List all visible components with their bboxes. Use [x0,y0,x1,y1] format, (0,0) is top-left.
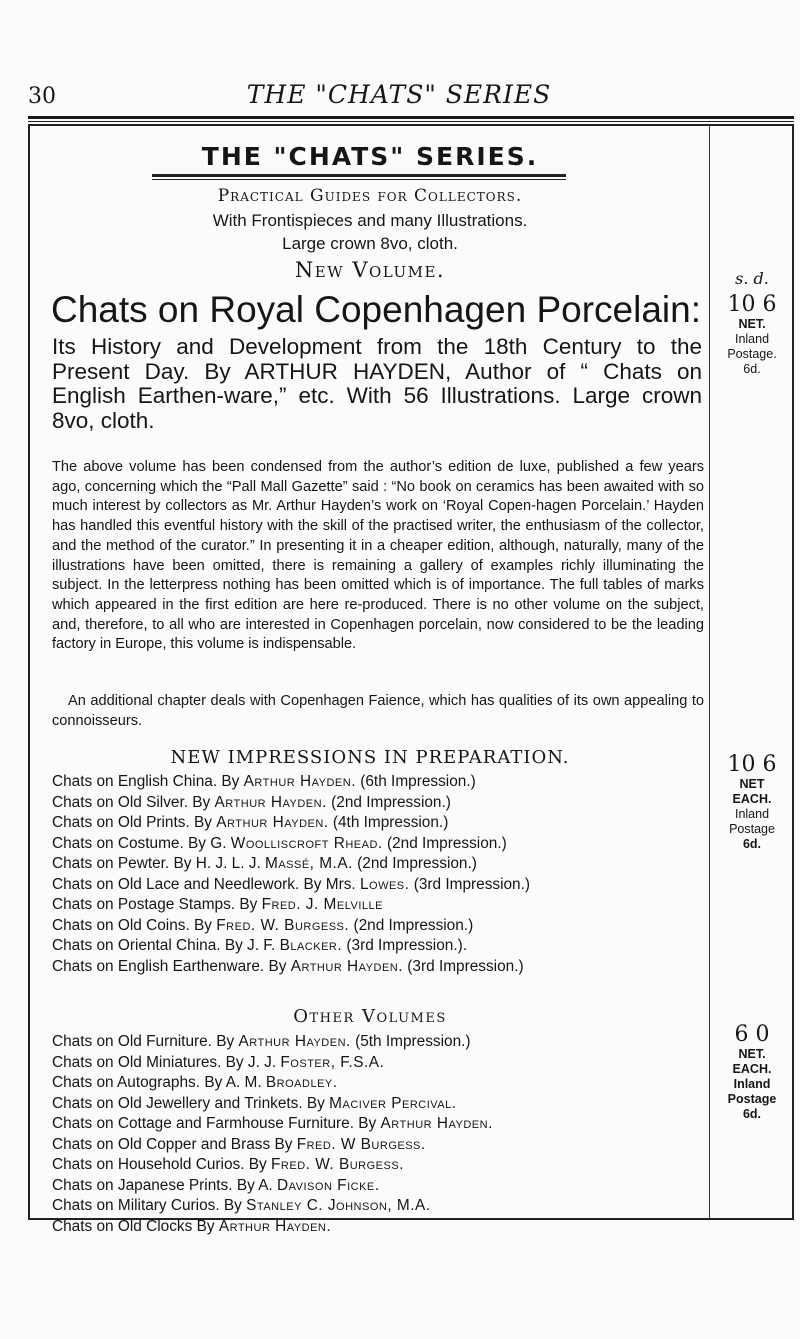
book-author: Fred. J. Melville [261,896,383,913]
book-author: Massé, M.A. [265,855,353,872]
feature-price-amount: 10 6 [727,292,777,317]
book-title: Chats on English Earthenware. [52,957,265,975]
book-list-item [52,1053,707,1074]
book-by: By [306,1094,325,1112]
impressions-price-postage-amount: 6d. [742,837,762,851]
book-author: Broadley. [265,1074,338,1091]
book-by: By [194,814,212,831]
page-number: 30 [28,84,56,109]
other-price-each: EACH. [732,1062,772,1076]
book-title: Chats on English China. [52,773,218,790]
book-impression-note: (2nd Impression.) [331,793,451,811]
book-list-item [52,1114,707,1135]
book-author: Davison Ficke. [277,1176,380,1194]
book-title: Chats on Costume. [52,834,184,852]
running-title: THE "CHATS" SERIES [246,80,552,109]
book-title: Chats on Household Curios. [52,1156,245,1173]
book-list-item [52,1196,707,1217]
price-column [710,126,794,1218]
book-author: Stanley C. Johnson, M.A. [246,1197,431,1214]
book-by: By J. J. [225,1053,277,1071]
book-list-item [52,1135,707,1156]
series-subtitle: Practical Guides for Collectors. [217,186,523,206]
feature-price-net: NET. [738,317,766,331]
book-by: By [216,1033,235,1050]
book-author: Arthur Hayden. [216,814,329,831]
book-by: By A. [236,1176,273,1194]
book-title: Chats on Cottage and Farmhouse Furniture. [52,1115,354,1132]
book-list-item [52,957,707,978]
series-title: THE "CHATS" SERIES. [201,142,539,171]
impressions-price-postage-label: Inland Postage [729,807,775,836]
book-impression-note: (3rd Impression.) [413,875,531,893]
book-impression-note: (3rd Impression.). [346,937,467,954]
book-list-item [52,793,707,814]
book-title: Chats on Autographs. [52,1074,201,1091]
book-by: By [196,1217,215,1235]
book-title: Chats on Old Prints. [52,814,190,831]
book-list-item [52,772,707,793]
book-impression-note: (5th Impression.) [355,1033,471,1050]
book-impression-note: (3rd Impression.) [407,957,524,975]
impressions-book-list [52,772,707,977]
book-author: Arthur Hayden. [290,957,404,975]
book-title: Chats on Old Furniture. [52,1033,212,1050]
book-author: Arthur Hayden. [218,1217,332,1235]
series-subtitle-2: With Frontispieces and many Illustrations. [212,211,528,230]
book-impression-note: (4th Impression.) [332,814,449,831]
book-title: Chats on Pewter. [52,855,170,872]
book-by: By [358,1115,377,1132]
book-by: By A. M. [204,1074,262,1091]
book-title: Chats on Old Jewellery and Trinkets. [52,1094,303,1112]
book-title: Chats on Old Silver. [52,793,189,811]
feature-paragraph-2: An additional chapter deals with Copenhagen Faience, which has qualities of its own appealing to connoisseurs. [52,693,704,729]
book-title: Chats on Oriental China. [52,937,221,954]
feature-price [710,292,794,377]
book-by: By [248,1156,267,1173]
book-by: By [192,793,211,811]
book-author: Arthur Hayden. [238,1033,351,1050]
other-volumes-heading: Other Volumes [293,1006,447,1027]
title-underline-thick [152,174,566,177]
book-by: By [223,1197,242,1214]
impressions-heading: NEW IMPRESSIONS IN PREPARATION. [170,747,570,768]
advertisement-frame [28,124,794,1235]
impressions-price-amount: 10 6 [727,752,777,777]
other-price-postage-amount: 6d. [742,1107,762,1121]
book-by: By [268,957,287,975]
feature-book-description: Its History and Development from the 18th Century to the Present Day. By ARTHUR HAYDEN, Author of “ Chats on English Earthen-ware,” etc. With 56 Illustrations. Large crown 8vo, cloth. [52,334,702,433]
book-impression-note: (6th Impression.) [360,773,476,790]
book-list-item [52,1217,707,1238]
new-volume-label: New Volume. [294,258,446,282]
book-title: Chats on Old Lace and Needlework. [52,875,300,893]
other-volumes-book-list [52,1032,707,1237]
book-by: By H. J. L. J. [173,855,261,872]
book-author: Fred. W Burgess. [296,1135,426,1153]
other-price-postage-label: Inland Postage [727,1077,777,1106]
book-list-item [52,1155,707,1176]
format-line: Large crown 8vo, cloth. [282,234,458,253]
book-by: By [194,916,212,934]
other-price-amount: 6 0 [734,1022,770,1047]
book-list-item [52,1073,707,1094]
book-list-item [52,1176,707,1197]
book-by: By G. [188,834,227,852]
book-author: Fred. W. Burgess. [216,916,350,934]
book-list-item [52,1094,707,1115]
book-author: Fred. W. Burgess. [271,1156,404,1173]
currency-header: s. d. [735,269,769,288]
main-column [30,126,710,1235]
book-by: By [221,773,240,790]
book-list-item [52,834,707,855]
other-price-net: NET. [738,1047,766,1061]
impressions-price [710,752,794,852]
book-list-item [52,895,707,916]
book-title: Chats on Postage Stamps. [52,896,236,913]
impressions-price-each: EACH. [732,792,772,806]
book-author: Arthur Hayden. [214,793,327,811]
book-author: Foster, F.S.A. [280,1053,385,1071]
header-rule-thin [28,121,794,122]
book-author: Lowes. [359,875,410,893]
book-by: By [239,896,258,913]
book-list-item [52,1032,707,1053]
book-list-item [52,854,707,875]
book-impression-note: (2nd Impression.) [353,916,474,934]
book-title: Chats on Old Miniatures. [52,1053,222,1071]
book-author: Maciver Percival. [329,1094,457,1112]
book-author: Blacker. [279,937,343,954]
book-author: Arthur Hayden. [380,1115,493,1132]
book-list-item [52,813,707,834]
other-volumes-price [710,1022,794,1122]
book-list-item [52,936,707,957]
page-header [28,70,770,110]
feature-book-title: Chats on Royal Copenhagen Porcelain: [51,289,701,330]
feature-price-postage: Inland Postage. 6d. [727,332,777,376]
book-author: Woolliscroft Rhead. [230,834,383,852]
book-impression-note: (2nd Impression.) [357,855,477,872]
book-title: Chats on Military Curios. [52,1197,220,1214]
book-by: By J. F. [224,937,276,954]
book-impression-note: (2nd Impression.) [386,834,507,852]
book-list-item [52,875,707,896]
book-title: Chats on Old Copper and Brass [52,1135,271,1153]
book-title: Chats on Japanese Prints. [52,1176,233,1194]
impressions-price-net: NET [739,777,765,791]
book-title: Chats on Old Coins. [52,916,190,934]
book-list-item [52,916,707,937]
book-by: By Mrs. [303,875,356,893]
feature-paragraph-1: The above volume has been condensed from the author’s edition de luxe, published a few years ago, concerning which the “Pall Mall Gazette” said : “No book on ceramics has been awaited with so much interest by collectors as Mr. Arthur Hayden’s work on ‘Royal Copen-hagen Porcelain.’ Hayden has handled this eventful history with the skill of the practised writer, the enthusiasm of the collector, and the method of the curator.” In presenting it in a cheaper edition, although, naturally, many of the illustrations have been omitted, there is remaining a gallery of examples richly illuminating the subject. In the letterpress nothing has been omitted which is of importance. The full tables of marks which appeared in the first edition are here re-produced. There is no other volume on the subject, and, therefore, to all who are interested in Copenhagen porcelain, now considered to be the leading factory in Europe, this volume is indispensable. [52,459,704,653]
book-by: By [274,1135,293,1153]
title-underline-thin [152,179,566,180]
book-author: Arthur Hayden. [243,773,356,790]
book-title: Chats on Old Clocks [52,1217,193,1235]
header-rule-thick [28,116,794,119]
